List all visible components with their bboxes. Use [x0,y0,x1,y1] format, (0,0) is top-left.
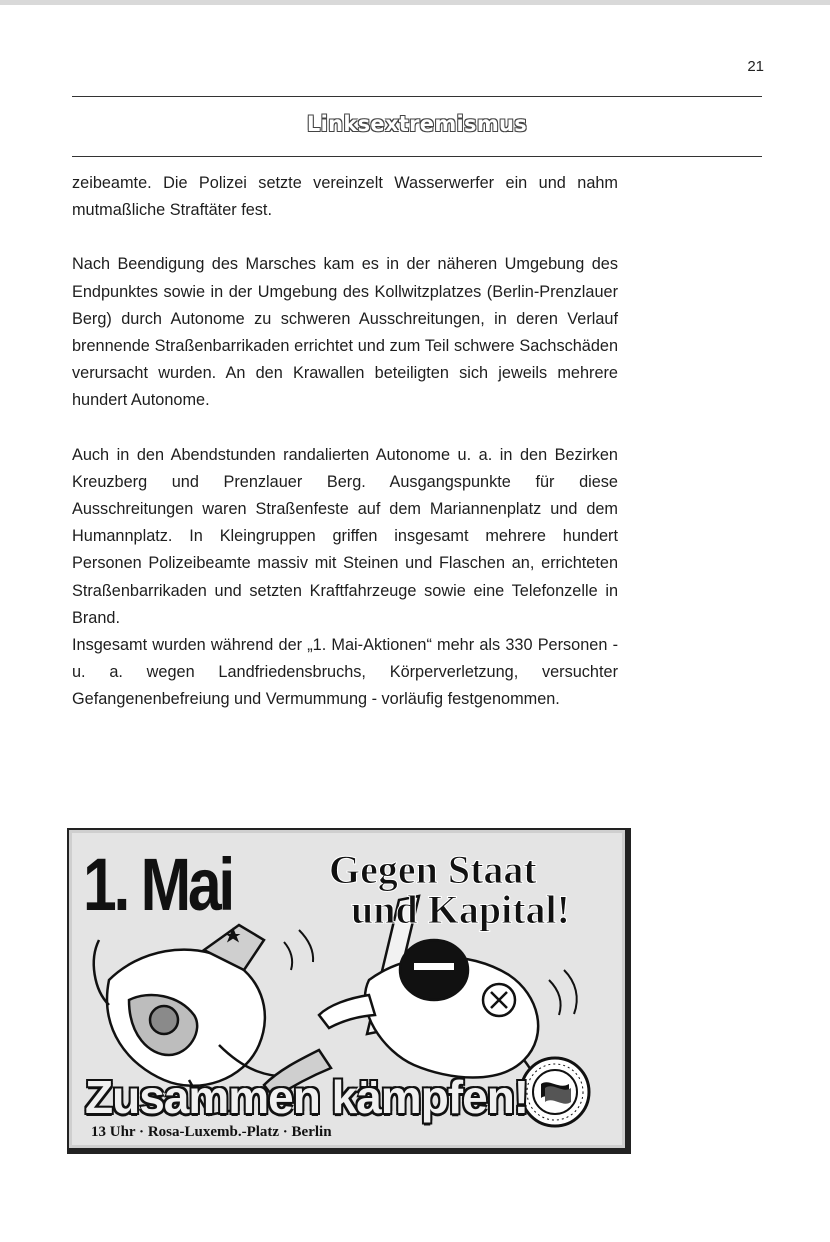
header-rule-bottom [72,156,762,157]
poster-slogan-line2: und Kapital! [351,887,570,932]
paragraph-4: Insgesamt wurden während der „1. Mai-Aktionen“ mehr als 330 Personen - u. a. wegen Landfriedensbruchs, Körperverletzung, versuchter Gefangenenbefreiung und Vermummung - vorläufig festgenommen. [72,636,618,709]
paragraph-2: Nach Beendigung des Marsches kam es in der näheren Umgebung des Endpunktes sowie in der Umgebung des Kollwitzplatzes (Berlin-Prenzlauer Berg) durch Autonome zu schweren Ausschreitungen, in deren Verlauf brennende Straßenbarrikaden errichtet und zum Teil schwere Sachschäden verursacht wurden. An den Krawallen beteiligten sich jeweils mehrere hundert Autonome. [72,255,618,410]
poster-bottom-slogan: Zusammen kämpfen! [85,1071,529,1123]
protest-poster-image [67,828,631,1154]
antifa-flag-icon [521,1058,589,1126]
paragraph-3: Auch in den Abendstunden randalierten Autonome u. a. in den Bezirken Kreuzberg und Prenzlauer Berg. Ausgangspunkte für diese Ausschreitungen waren Straßenfeste auf dem Mariannenplatz und dem Humannplatz. In Kleingruppen griffen insgesamt mehrere hundert Personen Polizeibeamte massiv mit Steinen und Flaschen an, errichteten Straßenbarrikaden und setzten Kraftfahrzeuge sowie eine Telefonzelle in Brand. [72,445,618,627]
header-rule-top [72,96,762,97]
page-top-border [0,0,830,5]
body-text [72,170,618,714]
paragraph-1: zeibeamte. Die Polizei setzte vereinzelt Wasserwerfer ein und nahm mutmaßliche Straftäter fest. [72,174,618,220]
poster-slogan-line1: Gegen Staat [329,847,537,892]
running-head: Linksextremismus [306,112,528,136]
poster-event-info: 13 Uhr · Rosa-Luxemb.-Platz · Berlin [91,1124,332,1140]
page-number: 21 [747,58,764,75]
poster-date-text: 1. Mai [83,843,232,926]
